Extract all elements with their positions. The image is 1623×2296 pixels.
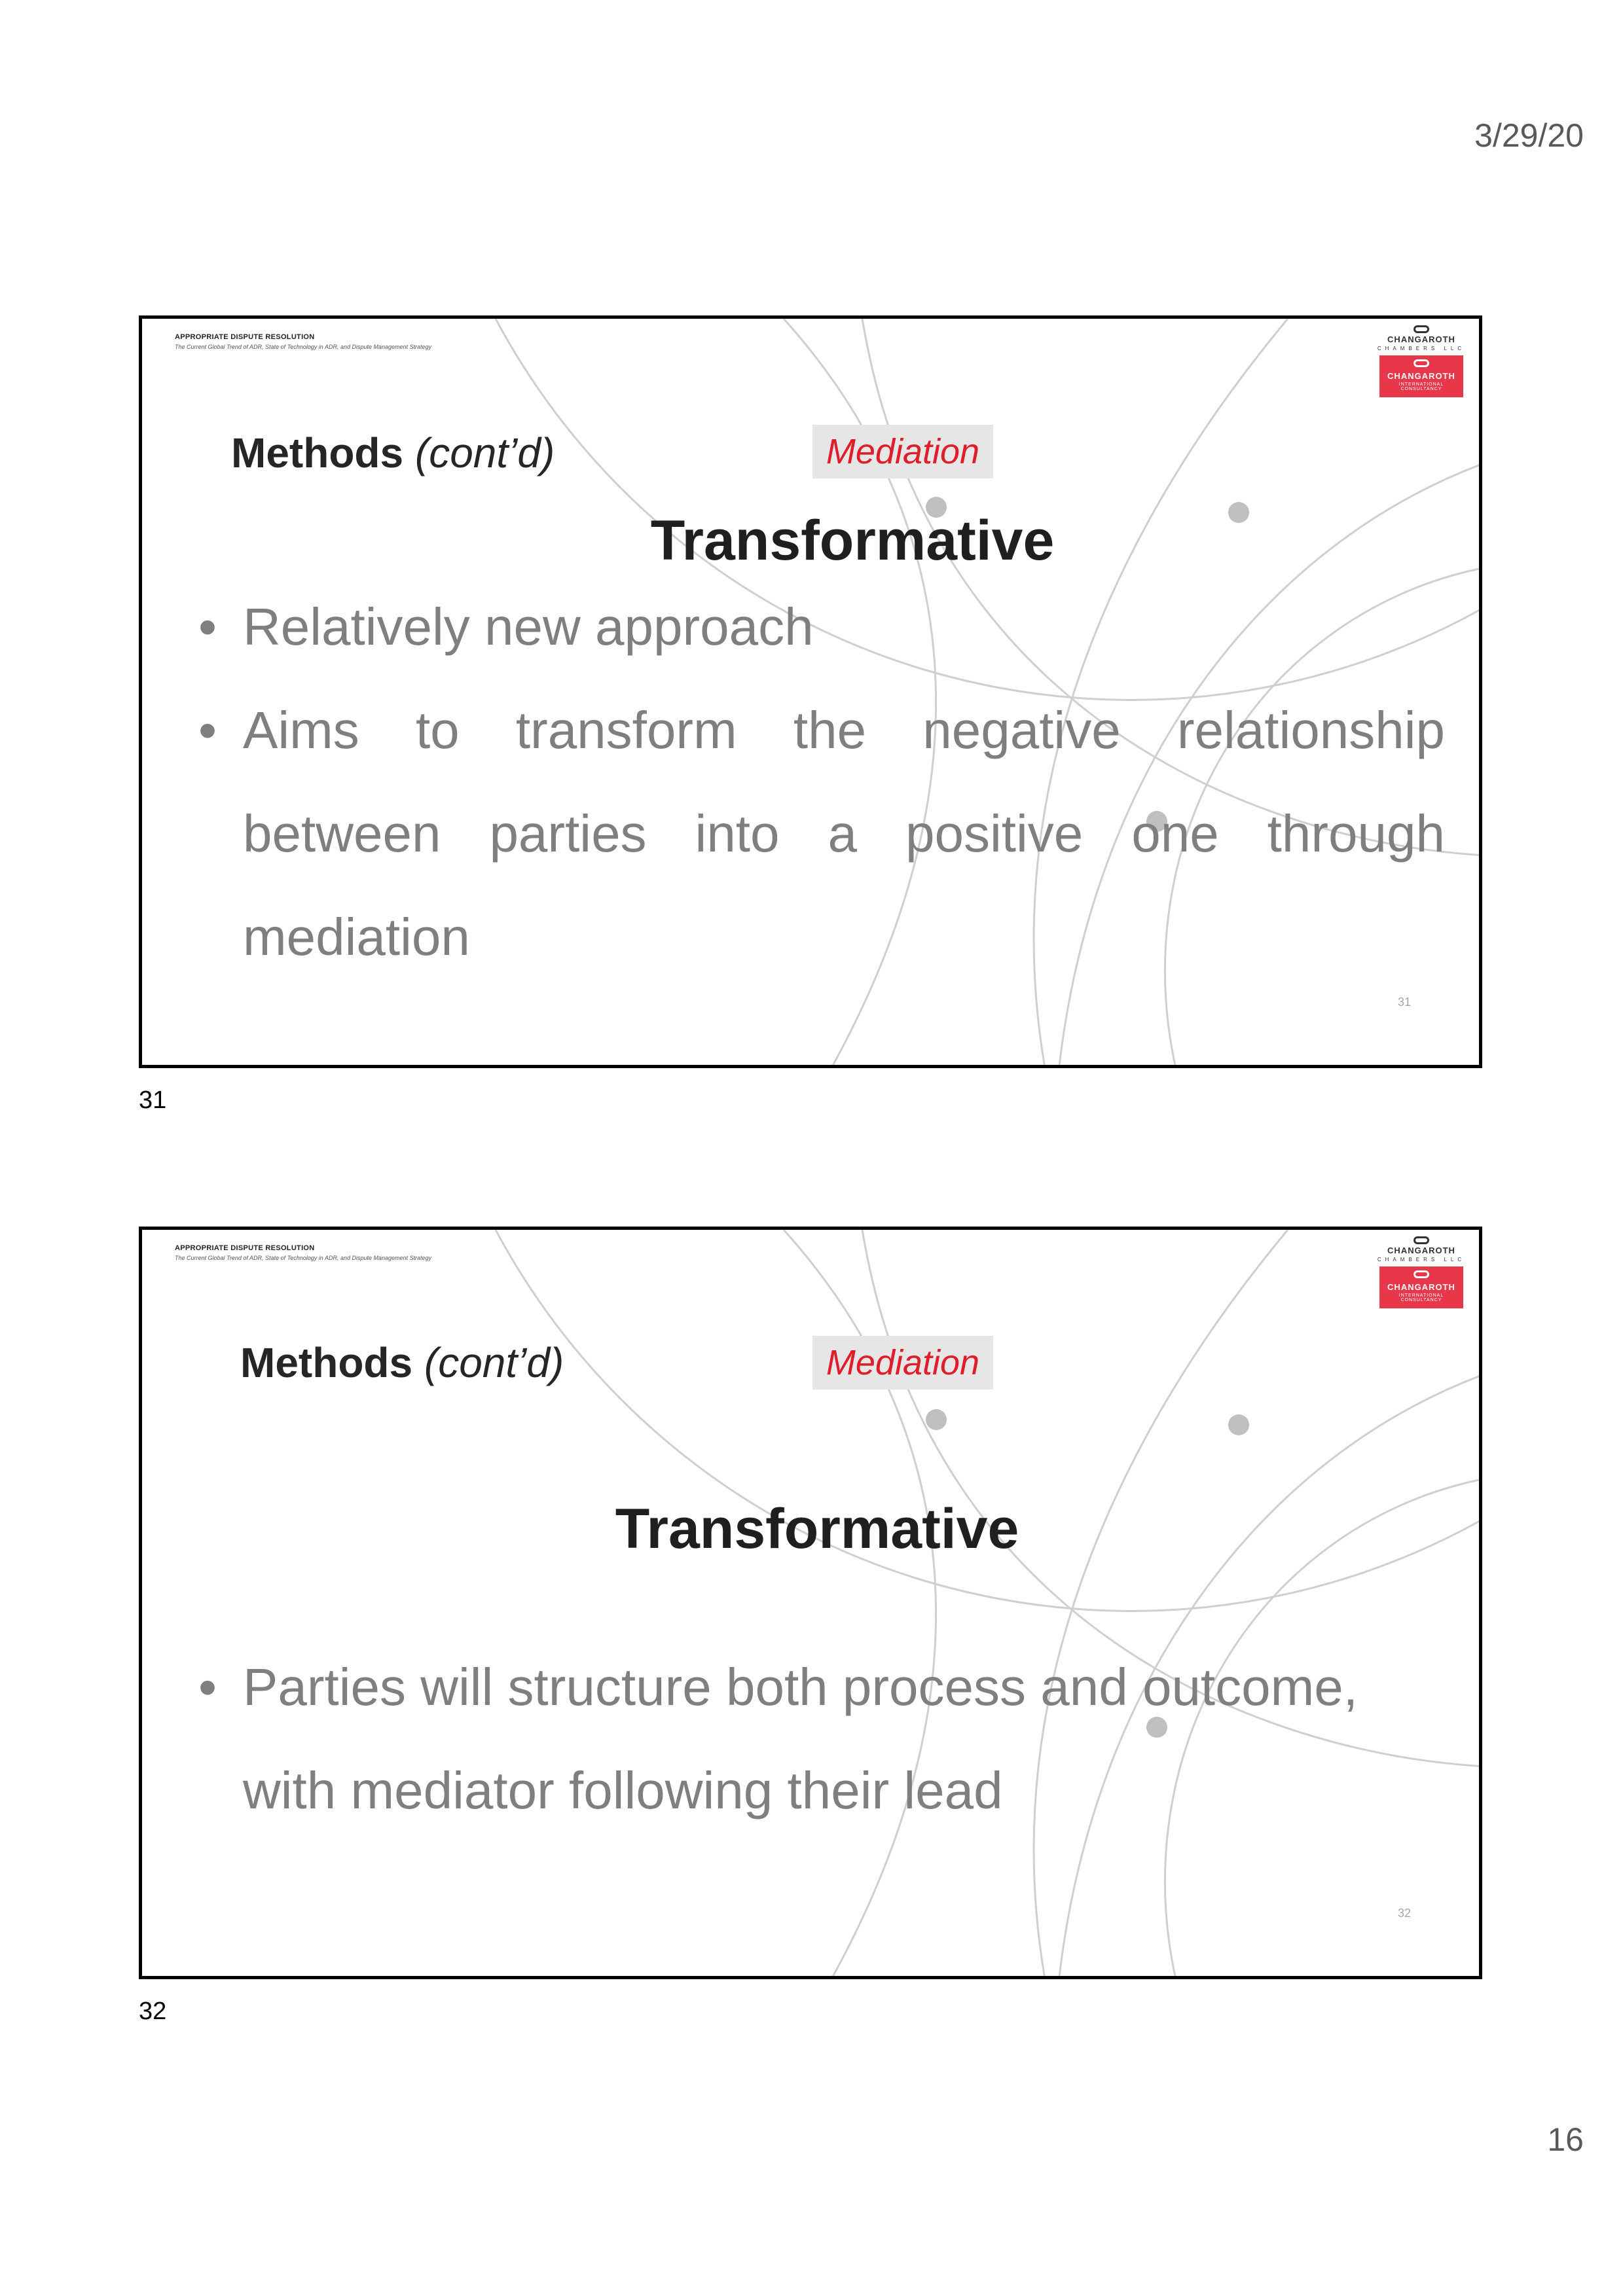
slide-32: [139, 1227, 1482, 1979]
logo-box-line1: CHANGAROTH: [1387, 371, 1455, 381]
slide-caption: 32: [139, 1998, 167, 2025]
slide-31: [139, 315, 1482, 1068]
header-title: APPROPRIATE DISPUTE RESOLUTION: [175, 333, 315, 341]
logo-line1: CHANGAROTH: [1387, 1246, 1455, 1255]
logo-mark-icon: [1413, 325, 1429, 333]
slide-heading: Transformative: [650, 509, 1055, 572]
header-title: APPROPRIATE DISPUTE RESOLUTION: [175, 1244, 315, 1252]
contd-label: (cont’d): [424, 1339, 564, 1386]
slide-number: 32: [1397, 1907, 1411, 1920]
logo-mark-icon: [1413, 1236, 1429, 1244]
bullet-item: • Relatively new approach: [198, 575, 1445, 679]
logo-box-line2: INTERNATIONAL CONSULTANCY: [1398, 382, 1444, 391]
mediation-tag: Mediation: [812, 425, 993, 478]
logo-line1: CHANGAROTH: [1387, 334, 1455, 344]
page-date: 3/29/20: [1474, 117, 1584, 154]
contd-label: (cont’d): [414, 429, 555, 476]
logo-box-line1: CHANGAROTH: [1387, 1282, 1455, 1292]
logo-box-mark-icon: [1413, 359, 1429, 367]
methods-label: Methods: [240, 1339, 413, 1386]
mediation-tag: Mediation: [812, 1336, 993, 1390]
bullet-list: [198, 1636, 1445, 1842]
bullet-list: [198, 575, 1445, 989]
page-number: 16: [1547, 2121, 1584, 2158]
slide-number: 31: [1397, 996, 1411, 1009]
bullet-item: • Parties will structure both process and outcome, with mediator following their lead: [198, 1636, 1445, 1842]
slide-heading: Transformative: [615, 1498, 1019, 1560]
section-label: [240, 1338, 564, 1387]
logo-box: [1379, 355, 1463, 397]
slide-caption: 31: [139, 1086, 167, 1114]
header-subtitle: The Current Global Trend of ADR, State of Technology in ADR, and Dispute Management Strategy: [175, 1255, 432, 1261]
methods-label: Methods: [231, 429, 404, 476]
logo-box-mark-icon: [1413, 1270, 1429, 1278]
header-subtitle: The Current Global Trend of ADR, State of Technology in ADR, and Dispute Management Strategy: [175, 344, 432, 350]
company-logo: [1376, 1236, 1467, 1308]
section-label: [231, 429, 555, 477]
logo-line2: CHAMBERS LLC: [1377, 1257, 1466, 1263]
logo-line2: CHAMBERS LLC: [1377, 346, 1466, 351]
logo-box: [1379, 1266, 1463, 1308]
bullet-item: • Aims to transform the negative relationship between parties into a positive one through mediation: [198, 679, 1445, 989]
logo-box-line2: INTERNATIONAL CONSULTANCY: [1398, 1293, 1444, 1302]
company-logo: [1376, 325, 1467, 397]
